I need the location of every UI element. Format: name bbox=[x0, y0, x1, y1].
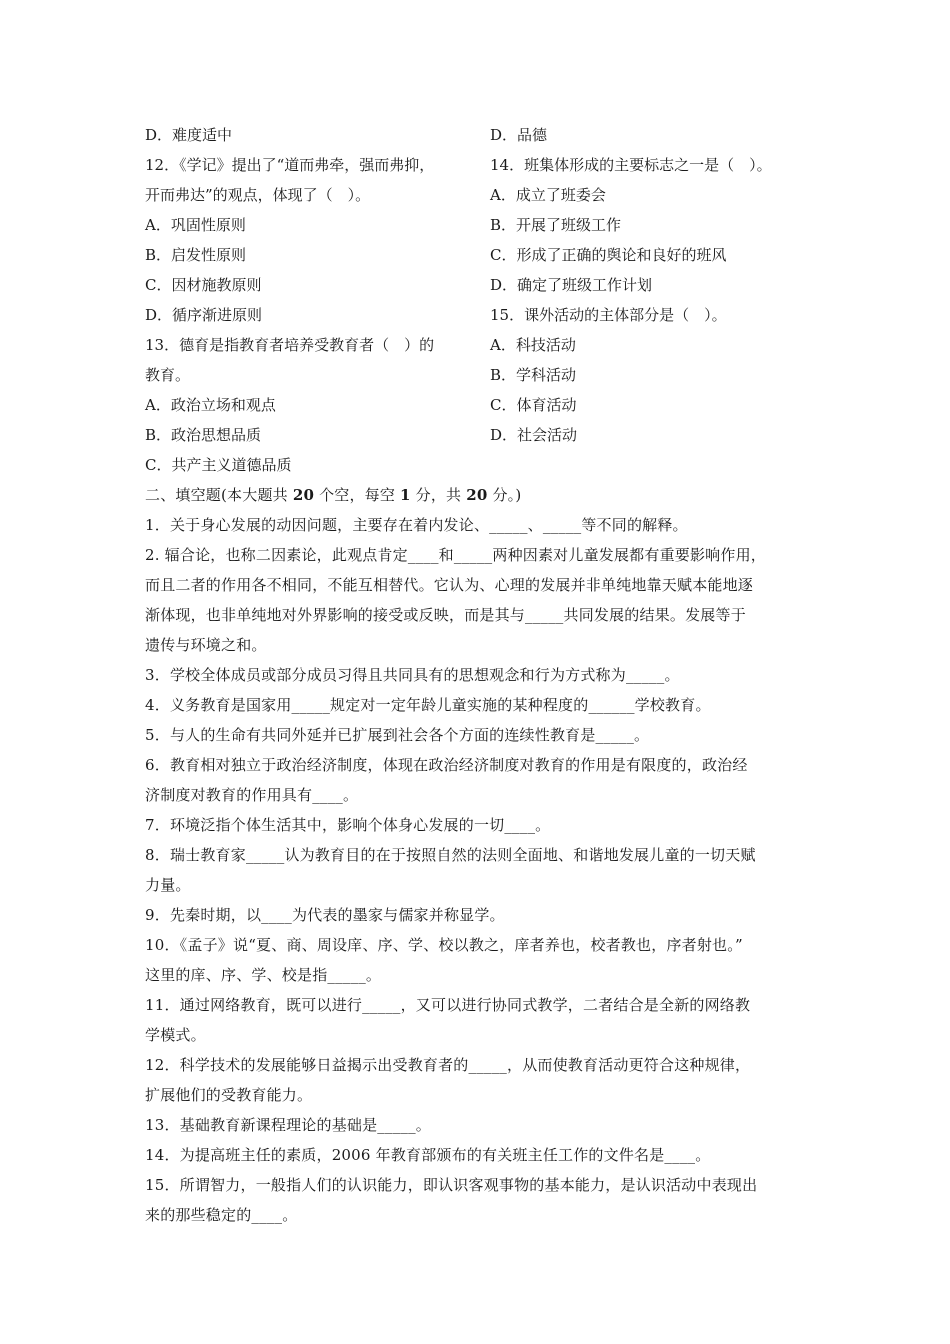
right-line: D．确定了班级工作计划 bbox=[490, 276, 653, 294]
left-line: C．因材施教原则 bbox=[145, 276, 262, 294]
left-line: B．政治思想品质 bbox=[145, 426, 262, 444]
left-line: 开而弗达”的观点，体现了（ ）。 bbox=[145, 186, 371, 204]
fill-line: 学模式。 bbox=[145, 1026, 206, 1044]
points-each: 1 bbox=[400, 486, 411, 504]
fill-line: 8．瑞士教育家_____认为教育目的在于按照自然的法则全面地、和谐地发展儿童的一切天赋 bbox=[145, 846, 756, 864]
right-line: 15．课外活动的主体部分是（ ）。 bbox=[490, 306, 727, 324]
fill-line: 7．环境泛指个体生活其中，影响个体身心发展的一切____。 bbox=[145, 816, 551, 834]
fill-in-blank-section bbox=[145, 480, 815, 1230]
right-line: B．开展了班级工作 bbox=[490, 216, 622, 234]
left-line: A．巩固性原则 bbox=[145, 216, 246, 234]
right-line: A．科技活动 bbox=[490, 336, 576, 354]
fill-line: 12．科学技术的发展能够日益揭示出受教育者的_____，从而使教育活动更符合这种规律， bbox=[145, 1056, 751, 1074]
fill-line: 9．先秦时期，以____为代表的墨家与儒家并称显学。 bbox=[145, 906, 505, 924]
right-line: C．体育活动 bbox=[490, 396, 577, 414]
fill-line: 14．为提高班主任的素质，2006 年教育部颁布的有关班主任工作的文件名是____。 bbox=[145, 1146, 711, 1164]
right-line: D．品德 bbox=[490, 126, 548, 144]
left-line: B．启发性原则 bbox=[145, 246, 247, 264]
section-title-suffix: 分。) bbox=[487, 486, 522, 504]
fill-line: 力量。 bbox=[145, 876, 191, 894]
right-line: D．社会活动 bbox=[490, 426, 578, 444]
right-line: 14．班集体形成的主要标志之一是（ ）。 bbox=[490, 156, 772, 174]
fill-line: 来的那些稳定的____。 bbox=[145, 1206, 298, 1224]
blank-count: 20 bbox=[292, 486, 315, 504]
fill-line: 11．通过网络教育，既可以进行_____，又可以进行协同式教学，二者结合是全新的网络教 bbox=[145, 996, 751, 1014]
left-line: 教育。 bbox=[145, 366, 191, 384]
left-column bbox=[145, 120, 490, 480]
points-total: 20 bbox=[466, 486, 488, 504]
fill-line: 4．义务教育是国家用_____规定对一定年龄儿童实施的某种程度的______学校教育。 bbox=[145, 696, 711, 714]
fill-line: 3．学校全体成员或部分成员习得且共同具有的思想观念和行为方式称为_____。 bbox=[145, 666, 680, 684]
fill-line: 2. 辐合论，也称二因素论，此观点肯定____和_____两种因素对儿童发展都有重要影响作用， bbox=[145, 546, 766, 564]
fill-line: 济制度对教育的作用具有____。 bbox=[145, 786, 359, 804]
section-title-mid: 个空，每空 bbox=[314, 486, 401, 504]
right-line: C．形成了正确的舆论和良好的班风 bbox=[490, 246, 727, 264]
left-line: D．难度适中 bbox=[145, 126, 233, 144]
fill-line: 13．基础教育新课程理论的基础是_____。 bbox=[145, 1116, 431, 1134]
section-title bbox=[145, 480, 815, 510]
right-column bbox=[490, 120, 825, 480]
fill-line: 而且二者的作用各不相同，不能互相替代。它认为、心理的发展并非单纯地靠天赋本能地逐 bbox=[145, 576, 754, 594]
section-title-prefix: 二、填空题(本大题共 bbox=[145, 486, 293, 504]
fill-line: 6．教育相对独立于政治经济制度，体现在政治经济制度对教育的作用是有限度的，政治经 bbox=[145, 756, 748, 774]
fill-line: 这里的庠、序、学、校是指_____。 bbox=[145, 966, 382, 984]
fill-line: 扩展他们的受教育能力。 bbox=[145, 1086, 313, 1104]
left-line: 13．德育是指教育者培养受教育者（ ）的 bbox=[145, 336, 435, 354]
fill-line: 15．所谓智力，一般指人们的认识能力，即认识客观事物的基本能力，是认识活动中表现出 bbox=[145, 1176, 758, 1194]
fill-line: 遗传与环境之和。 bbox=[145, 636, 267, 654]
fill-line: 10．《孟子》说“夏、商、周设庠、序、学、校以教之，庠者养也，校者教也，序者射也。” bbox=[145, 936, 743, 954]
left-line: D．循序渐进原则 bbox=[145, 306, 263, 324]
left-line: A．政治立场和观点 bbox=[145, 396, 276, 414]
right-line: A．成立了班委会 bbox=[490, 186, 606, 204]
section-title-mid: 分，共 bbox=[410, 486, 467, 504]
fill-line: 5．与人的生命有共同外延并已扩展到社会各个方面的连续性教育是_____。 bbox=[145, 726, 650, 744]
right-line: B．学科活动 bbox=[490, 366, 577, 384]
left-line: C．共产主义道德品质 bbox=[145, 456, 292, 474]
multiple-choice-columns bbox=[145, 120, 825, 480]
left-line: 12．《学记》提出了“道而弗牵，强而弗抑， bbox=[145, 156, 435, 174]
fill-line: 1．关于身心发展的动因问题，主要存在着内发论、_____、_____等不同的解释。 bbox=[145, 516, 688, 534]
fill-line: 渐体现，也非单纯地对外界影响的接受或反映，而是其与_____共同发展的结果。发展等于 bbox=[145, 606, 746, 624]
